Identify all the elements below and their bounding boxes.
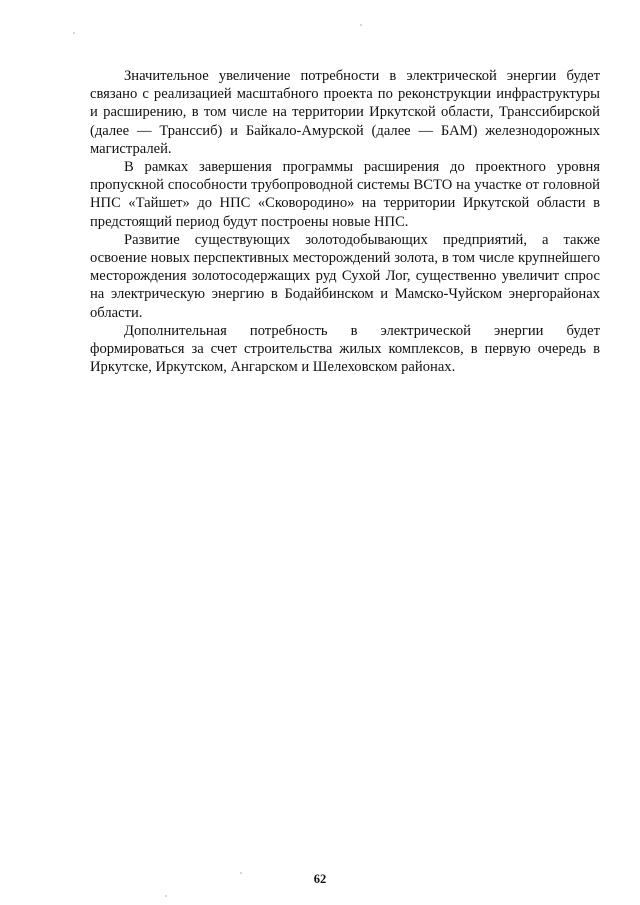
paragraph-4: Дополнительная потребность в электрической энергии будет формироваться за счет строительства жилых комплексов, в первую очередь в Иркутске, Иркутском, Ангарском и Шелеховском районах. [90,322,600,376]
scan-speck [73,32,75,34]
body-text [90,67,600,376]
scan-speck [360,24,362,26]
page-number: 62 [313,872,327,886]
paragraph-2: В рамках завершения программы расширения до проектного уровня пропускной способности трубопроводной системы ВСТО на участке от головной НПС «Тайшет» до НПС «Сковородино» на территории Иркутской области в предстоящий период будут построены новые НПС. [90,159,600,230]
paragraph-3: Развитие существующих золотодобывающих предприятий, а также освоение новых перспективных месторождений золота, в том числе крупнейшего месторождения золотосодержащих руд Сухой Лог, существенно увеличит спрос на электрическую энергию в Бодайбинском и Мамско-Чуйском энергорайонах области. [90,231,600,321]
paragraph-1: Значительное увеличение потребности в электрической энергии будет связано с реализацией масштабного проекта по реконструкции инфраструктуры и расширению, в том числе на территории Иркутской области, Транссибирской (далее — Транссиб) и Байкало-Амурской (далее — БАМ) железнодорожных магистралей. [90,68,600,157]
scan-speck [165,895,167,897]
